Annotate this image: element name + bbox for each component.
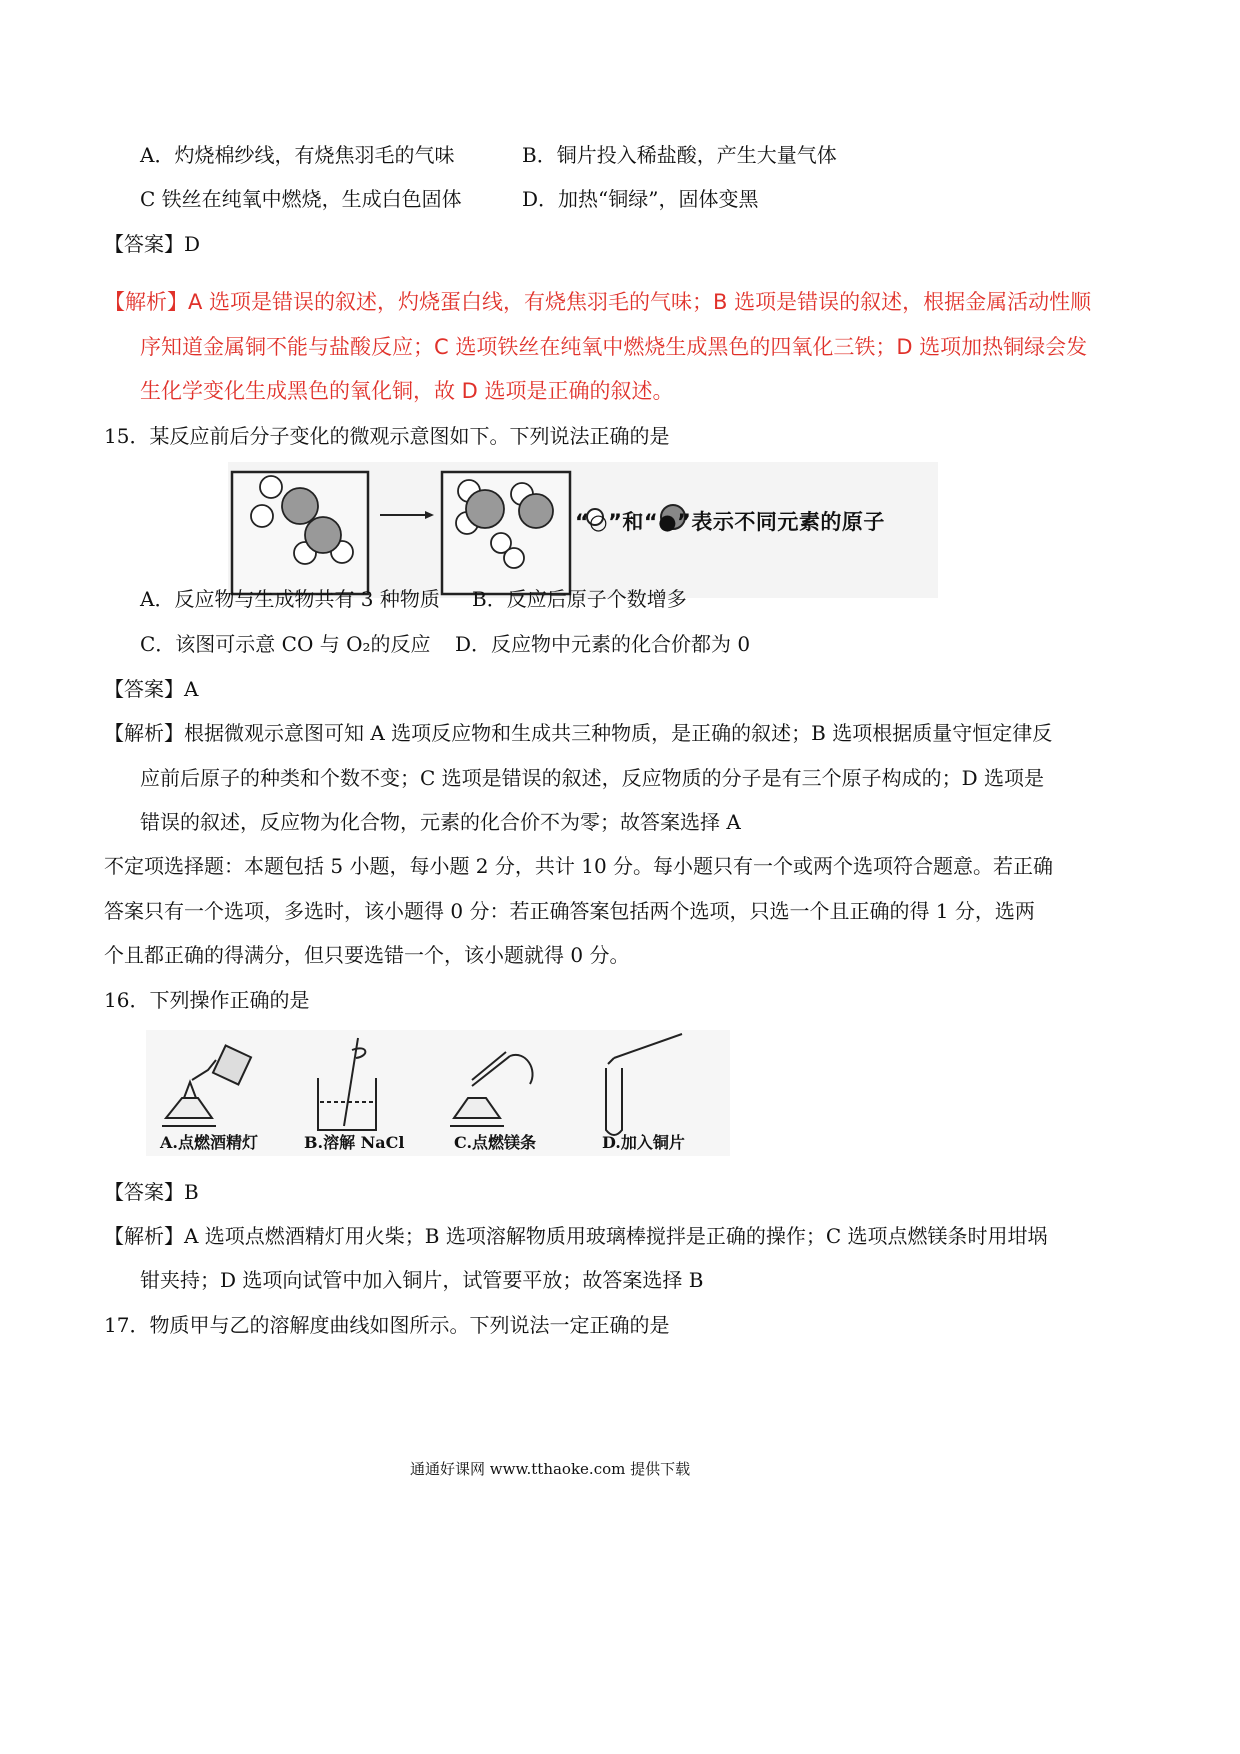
section-instructions-line-1: 不定项选择题：本题包括 5 小题，每小题 2 分，共计 10 分。每小题只有一个或两个选项符合题意。若正确: [104, 854, 1054, 878]
q16-answer: 【答案】B: [104, 1180, 199, 1204]
q16-label-c: C.点燃镁条: [454, 1133, 537, 1152]
q14-option-c: C 铁丝在纯氧中燃烧，生成白色固体: [140, 187, 462, 211]
q16-label-a: A.点燃酒精灯: [160, 1133, 258, 1152]
q15-molecule-figure: [228, 462, 938, 598]
q14-option-b: B．铜片投入稀盐酸，产生大量气体: [522, 143, 837, 167]
q15-stem: 15．某反应前后分子变化的微观示意图如下。下列说法正确的是: [104, 424, 670, 448]
q15-option-b: B．反应后原子个数增多: [472, 587, 687, 611]
q16-analysis-line-1: 【解析】A 选项点燃酒精灯用火柴；B 选项溶解物质用玻璃棒搅拌是正确的操作；C 选项点燃镁条时用坩埚: [104, 1224, 1048, 1248]
q15-option-c: C．该图可示意 CO 与 O₂的反应: [140, 632, 431, 656]
dark-atom: [282, 488, 318, 524]
q16-label-d: D.加入铜片: [602, 1133, 685, 1152]
q15-answer: 【答案】A: [104, 677, 199, 701]
section-instructions-line-3: 个且都正确的得满分，但只要选错一个，该小题就得 0 分。: [104, 943, 630, 967]
q16-stem: 16．下列操作正确的是: [104, 988, 310, 1012]
q15-figure-caption: “○”和“●”表示不同元素的原子: [575, 510, 885, 534]
q15-analysis-line-2: 应前后原子的种类和个数不变；C 选项是错误的叙述，反应物质的分子是有三个原子构成的；D 选项是: [140, 766, 1045, 790]
q15-option-a: A．反应物与生成物共有 3 种物质: [140, 587, 440, 611]
q15-option-d: D．反应物中元素的化合价都为 0: [455, 632, 751, 656]
q14-analysis-line-1: 【解析】A 选项是错误的叙述，灼烧蛋白线，有烧焦羽毛的气味；B 选项是错误的叙述，根据金属活动性顺: [104, 290, 1092, 314]
section-instructions-line-2: 答案只有一个选项，多选时，该小题得 0 分：若正确答案包括两个选项，只选一个且正确的得 1 分，选两: [104, 899, 1035, 923]
q14-option-d: D．加热“铜绿”，固体变黑: [522, 187, 759, 211]
q16-label-b: B.溶解 NaCl: [304, 1133, 405, 1152]
q14-option-a: A．灼烧棉纱线，有烧焦羽毛的气味: [140, 143, 455, 167]
q17-stem: 17．物质甲与乙的溶解度曲线如图所示。下列说法一定正确的是: [104, 1313, 670, 1337]
q14-analysis-line-3: 生化学变化生成黑色的氧化铜，故 D 选项是正确的叙述。: [140, 379, 674, 403]
q14-analysis-line-2: 序知道金属铜不能与盐酸反应；C 选项铁丝在纯氧中燃烧生成黑色的四氧化三铁；D 选项加热铜绿会发: [140, 335, 1088, 359]
q15-analysis-line-1: 【解析】根据微观示意图可知 A 选项反应物和生成共三种物质，是正确的叙述；B 选项根据质量守恒定律反: [104, 721, 1053, 745]
q16-analysis-line-2: 钳夹持；D 选项向试管中加入铜片，试管要平放；故答案选择 B: [140, 1268, 704, 1292]
q14-answer: 【答案】D: [104, 232, 201, 256]
q15-analysis-line-3: 错误的叙述，反应物为化合物，元素的化合价不为零；故答案选择 A: [140, 810, 741, 834]
q16-apparatus-figure: [146, 1030, 730, 1156]
page-footer: 通通好课网 www.tthaoke.com 提供下载: [410, 1460, 691, 1478]
